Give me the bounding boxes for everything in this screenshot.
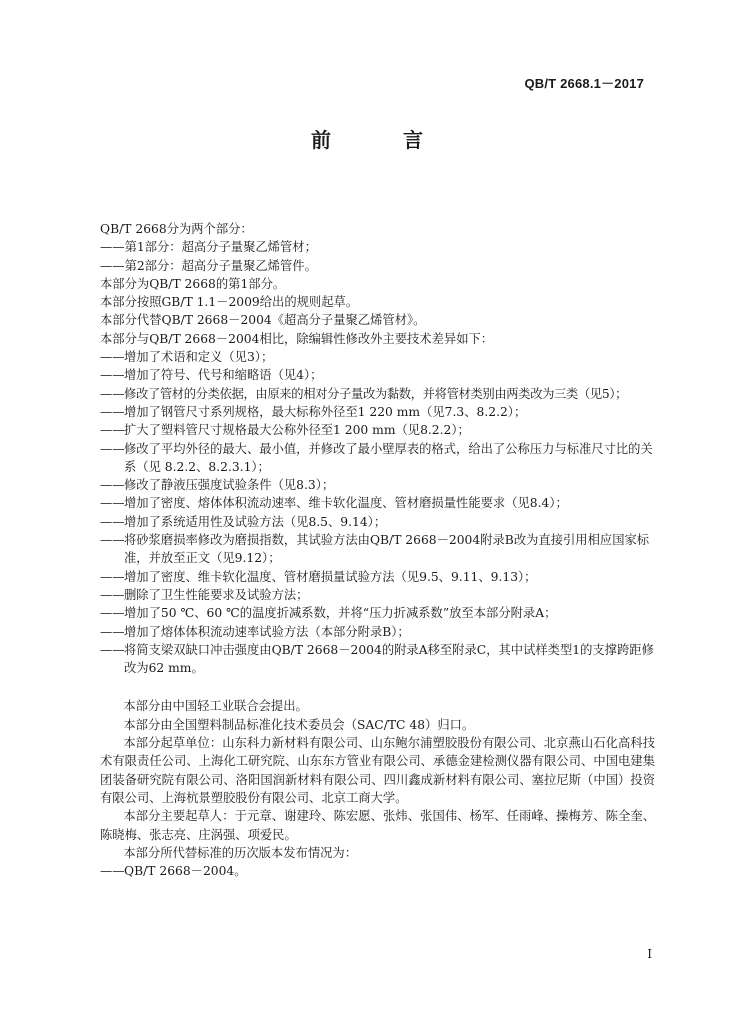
dash-mark: —— (100, 478, 125, 493)
change-text: 修改了管材的分类依据，由原来的相对分子量改为黏数，并将管材类别由两类改为三类（见5）； (124, 386, 628, 401)
dash-mark: —— (100, 569, 125, 584)
change-text: 将简支梁双缺口冲击强度由QB/T 2668－2004的附录A移至附录C，其中试样类型1的支撑跨距修改为62 mm。 (124, 642, 654, 676)
text-line: ——第1部分：超高分子量聚乙烯管材； (100, 240, 317, 255)
change-text: 修改了平均外径的最大、最小值，并修改了最小壁厚表的格式，给出了公称压力与标准尺寸比的关系（见 8.2.2、8.2.3.1）； (124, 441, 653, 474)
change-item (100, 348, 655, 366)
dash-mark: —— (100, 624, 125, 639)
change-item (100, 531, 655, 568)
change-text: 增加了系统适用性及试验方法（见8.5、9.14）； (124, 514, 387, 529)
drafting-units-paragraph: 本部分起草单位：山东科力新材料有限公司、山东鲍尔浦塑胶股份有限公司、北京燕山石化高科技术有限责任公司、上海化工研究院、山东东方管业有限公司、承德金建检测仪器有限公司、中国电建集团装备研究院有限公司、洛阳国润新材料有限公司、四川鑫成新材料有限公司、塞拉尼斯（中国）投资有限公司、上海杭景塑胶股份有限公司、北京工商大学。 (100, 736, 655, 805)
dash-mark: —— (100, 423, 125, 438)
dash-mark: —— (100, 642, 125, 657)
change-item (100, 385, 655, 403)
dash-mark: —— (100, 606, 125, 621)
change-item (100, 568, 655, 586)
change-text: 增加了密度、熔体体积流动速率、维卡软化温度、管材磨损量性能要求（见8.4）； (124, 496, 568, 511)
dash-mark: —— (100, 350, 125, 365)
change-text: 增加了密度、维卡软化温度、管材磨损量试验方法（见9.5、9.11、9.13）； (124, 569, 537, 584)
change-text: 扩大了塑料管尺寸规格最大公称外径至1 200 mm（见8.2.2）； (124, 423, 470, 438)
drafters-paragraph: 本部分主要起草人：于元章、谢建玲、陈宏愿、张炜、张国伟、杨军、任雨峰、操梅芳、陈全奎、陈晓梅、张志亮、庄涡强、项爱民。 (100, 809, 655, 842)
change-item (100, 440, 655, 477)
page-number: I (647, 947, 652, 961)
change-text: 将砂浆磨损率修改为磨损指数，其试验方法由QB/T 2668－2004附录B改为直接引用相应国家标准，并放至正文（见9.12）； (124, 533, 650, 566)
dash-mark: —— (100, 441, 125, 456)
change-item (100, 421, 655, 439)
change-item (100, 604, 655, 622)
text-line: 本部分按照GB/T 1.1－2009给出的规则起草。 (100, 295, 359, 310)
change-text: 修改了静液压强度试验条件（见8.3）； (124, 478, 335, 493)
change-item (100, 586, 655, 604)
dash-mark: —— (100, 533, 125, 548)
change-item (100, 494, 655, 512)
dash-mark: —— (100, 514, 125, 529)
text-line: 本部分与QB/T 2668－2004相比，除编辑性修改外主要技术差异如下： (100, 331, 494, 346)
dash-mark: —— (100, 404, 125, 419)
change-text: 增加了熔体体积流动速率试验方法（本部分附录B）； (124, 624, 410, 639)
change-text: 增加了符号、代号和缩略语（见4）； (124, 368, 323, 383)
change-item (100, 403, 655, 421)
change-text: 增加了钢管尺寸系列规格，最大标称外径至1 220 mm（见7.3、8.2.2）； (124, 404, 527, 419)
dash-mark: —— (100, 386, 125, 401)
proposer-paragraph: 本部分由中国轻工业联合会提出。 (123, 699, 308, 714)
change-item (100, 366, 655, 384)
paragraph-spacer (100, 677, 655, 697)
change-text: 删除了卫生性能要求及试验方法； (124, 587, 309, 602)
dash-mark: —— (100, 864, 125, 879)
history-text: QB/T 2668－2004。 (124, 864, 247, 879)
change-item (100, 641, 655, 678)
page-title: 前 言 (311, 128, 449, 152)
dash-mark: —— (100, 496, 125, 511)
dash-mark: —— (100, 368, 125, 383)
text-line: QB/T 2668分为两个部分： (100, 222, 253, 236)
standard-number-header: QB/T 2668.1－2017 (524, 76, 644, 91)
text-line: ——第2部分：超高分子量聚乙烯管件。 (100, 258, 317, 273)
history-item (100, 862, 655, 880)
history-intro-paragraph: 本部分所代替标准的历次版本发布情况为： (123, 845, 358, 860)
change-text: 增加了术语和定义（见3）； (124, 350, 274, 365)
text-line: 本部分为QB/T 2668的第1部分。 (100, 276, 286, 291)
change-item (100, 476, 655, 494)
dash-mark: —— (100, 587, 125, 602)
document-body (100, 220, 655, 880)
change-item (100, 623, 655, 641)
change-item (100, 513, 655, 531)
change-text: 增加了50 ℃、60 ℃的温度折减系数，并将“压力折减系数”放至本部分附录A； (124, 606, 557, 621)
centralized-paragraph: 本部分由全国塑料制品标准化技术委员会（SAC/TC 48）归口。 (123, 717, 475, 732)
text-line: 本部分代替QB/T 2668－2004《超高分子量聚乙烯管材》。 (100, 313, 426, 328)
